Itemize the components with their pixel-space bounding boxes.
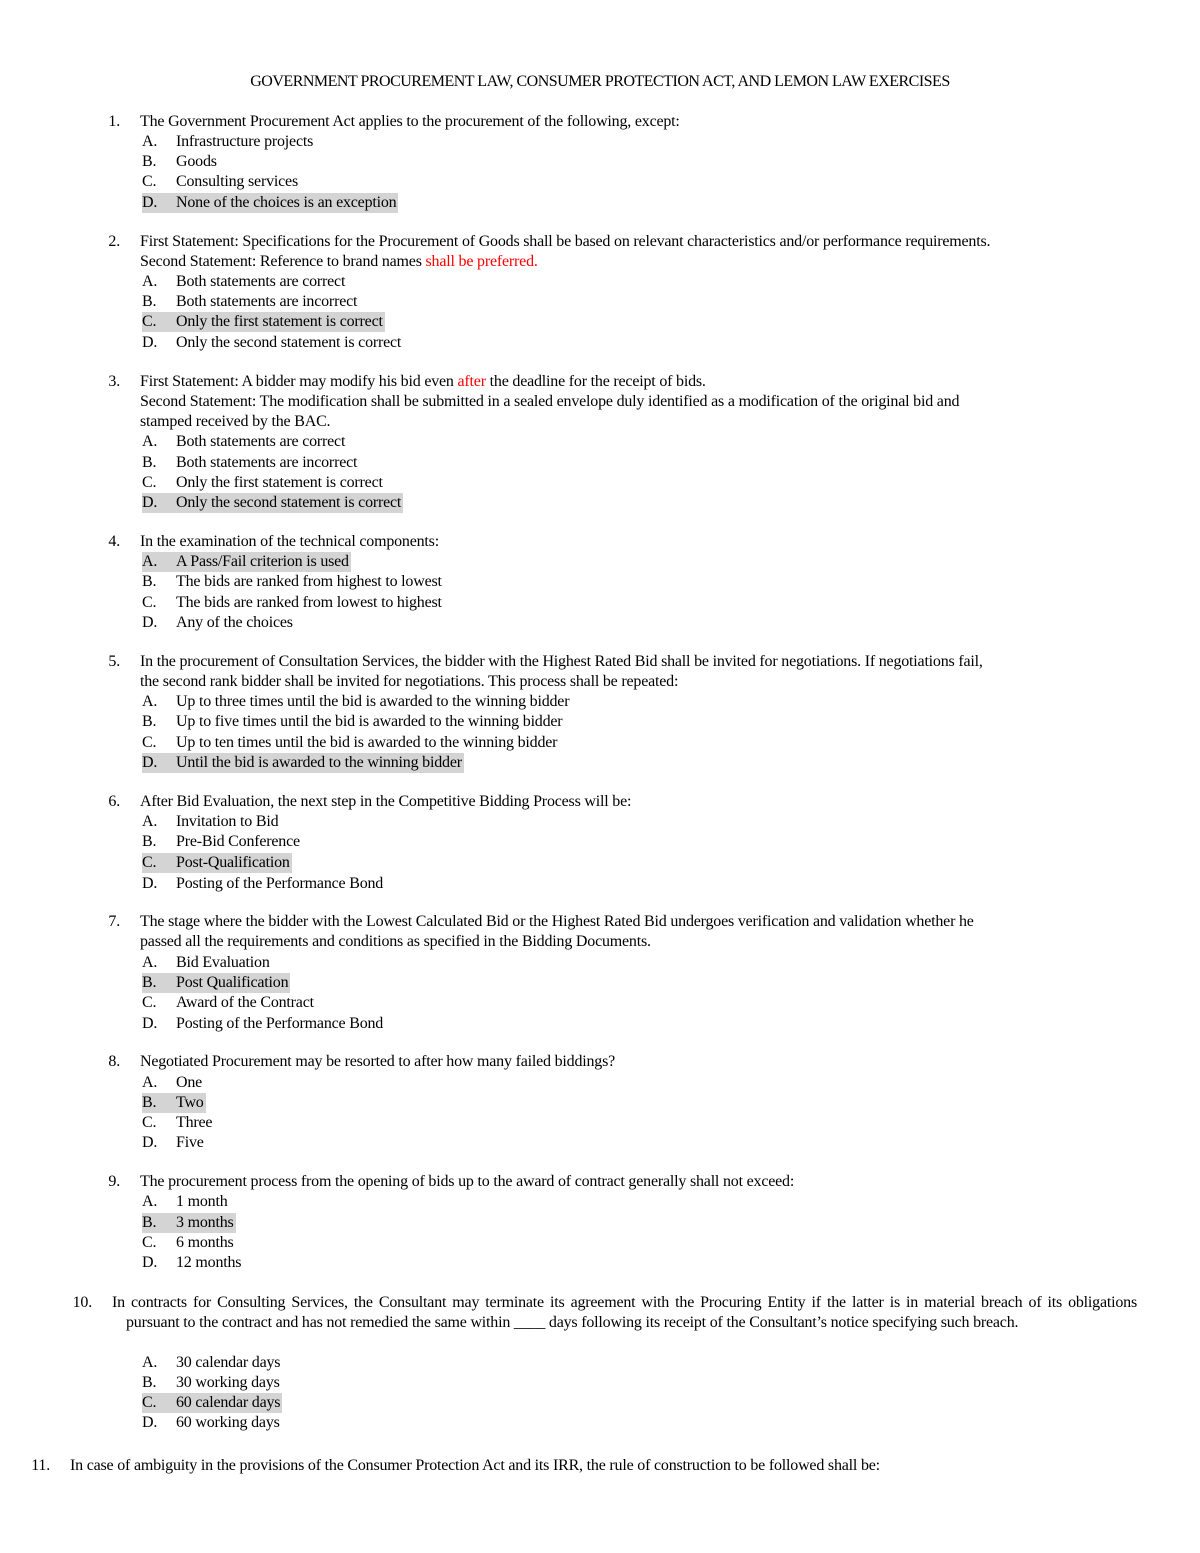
option-text: Up to three times until the bid is awarded to the winning bidder xyxy=(176,693,570,710)
question-number: 10. xyxy=(72,1294,92,1311)
option-c[interactable] xyxy=(142,473,385,493)
question-line: After Bid Evaluation, the next step in the Competitive Bidding Process will be: xyxy=(140,793,632,810)
option-text: Up to ten times until the bid is awarded to the winning bidder xyxy=(176,734,558,751)
option-text: 30 calendar days xyxy=(176,1354,281,1371)
option-text: Only the second statement is correct xyxy=(176,334,402,351)
option-d-highlighted[interactable] xyxy=(142,493,403,513)
option-text: Both statements are incorrect xyxy=(176,293,358,310)
option-text: 1 month xyxy=(176,1193,228,1210)
option-text: 3 months xyxy=(176,1214,234,1231)
option-letter: A. xyxy=(142,433,158,450)
option-d[interactable] xyxy=(142,1133,206,1153)
option-text: None of the choices is an exception xyxy=(176,194,397,211)
question-number: 11. xyxy=(31,1457,50,1474)
option-letter: C. xyxy=(142,313,157,330)
question-line-text: the deadline for the receipt of bids. xyxy=(485,373,706,390)
option-letter: B. xyxy=(142,153,157,170)
option-a[interactable] xyxy=(142,1073,204,1093)
question-line xyxy=(140,372,959,392)
option-letter: A. xyxy=(142,553,158,570)
option-text: A Pass/Fail criterion is used xyxy=(176,553,349,570)
question-text xyxy=(140,1052,615,1072)
option-letter: B. xyxy=(142,713,157,730)
option-letter: A. xyxy=(142,133,158,150)
question-number: 3. xyxy=(108,373,120,390)
option-c[interactable] xyxy=(142,172,300,192)
question-text xyxy=(140,792,631,812)
option-b[interactable] xyxy=(142,572,444,592)
question-line: passed all the requirements and conditions as specified in the Bidding Documents. xyxy=(140,933,651,951)
question-paragraph: In contracts for Consulting Services, the Consultant may terminate its agreement with the Procuring Entity if the latter is in material breach of its obligations pursuant to the contract and has not remedied the same within ____ days following its receipt of the Consultant’s notice specifying such breach. xyxy=(112,1294,1137,1332)
option-letter: D. xyxy=(142,334,158,351)
emphasis-red-text: shall be preferred. xyxy=(425,253,538,271)
option-text: Five xyxy=(176,1134,204,1151)
option-text: The bids are ranked from lowest to highest xyxy=(176,594,442,611)
option-text: Until the bid is awarded to the winning bidder xyxy=(176,754,462,771)
option-c[interactable] xyxy=(142,1113,214,1133)
question-line: In case of ambiguity in the provisions of the Consumer Protection Act and its IRR, the rule of construction to be followed shall be: xyxy=(70,1457,880,1474)
option-letter: B. xyxy=(142,1374,157,1391)
option-text: Posting of the Performance Bond xyxy=(176,875,384,892)
option-a[interactable] xyxy=(142,1353,282,1373)
option-d-highlighted[interactable] xyxy=(142,753,464,773)
option-letter: A. xyxy=(142,693,158,710)
question-number: 9. xyxy=(108,1173,120,1190)
option-letter: C. xyxy=(142,1394,157,1411)
question-number: 5. xyxy=(108,653,120,670)
option-letter: C. xyxy=(142,594,157,611)
option-b[interactable] xyxy=(142,152,219,172)
question-text xyxy=(140,112,680,132)
option-letter: C. xyxy=(142,1114,157,1131)
option-letter: C. xyxy=(142,734,157,751)
option-text: Infrastructure projects xyxy=(176,133,314,150)
option-letter: D. xyxy=(142,494,158,511)
question-line: The stage where the bidder with the Lowest Calculated Bid or the Highest Rated Bid undergoes verification and validation whether he xyxy=(140,913,974,930)
option-letter: C. xyxy=(142,173,157,190)
option-text: 6 months xyxy=(176,1234,234,1251)
question-text xyxy=(70,1456,880,1476)
option-text: Invitation to Bid xyxy=(176,813,279,830)
option-d[interactable] xyxy=(142,874,385,894)
question-text xyxy=(140,532,439,552)
question-number: 1. xyxy=(108,113,120,130)
option-c[interactable] xyxy=(142,1233,236,1253)
option-text: Both statements are incorrect xyxy=(176,454,358,471)
option-a[interactable] xyxy=(142,812,280,832)
option-letter: B. xyxy=(142,293,157,310)
option-c-highlighted[interactable] xyxy=(142,312,385,332)
option-a[interactable] xyxy=(142,132,315,152)
option-text: Posting of the Performance Bond xyxy=(176,1015,384,1032)
option-text: Award of the Contract xyxy=(176,994,314,1011)
option-text: Post Qualification xyxy=(176,974,289,991)
option-b[interactable] xyxy=(142,712,564,732)
option-d-highlighted[interactable] xyxy=(142,193,398,213)
option-text: Only the first statement is correct xyxy=(176,474,383,491)
option-text: Goods xyxy=(176,153,217,170)
option-b[interactable] xyxy=(142,453,359,473)
option-a[interactable] xyxy=(142,272,347,292)
option-letter: A. xyxy=(142,1193,158,1210)
option-b-highlighted[interactable] xyxy=(142,1093,206,1113)
option-letter: B. xyxy=(142,974,157,991)
option-letter: B. xyxy=(142,454,157,471)
option-letter: D. xyxy=(142,1015,158,1032)
option-b-highlighted[interactable] xyxy=(142,973,290,993)
question-line: In the procurement of Consultation Services, the bidder with the Highest Rated Bid shall be invited for negotiations. If negotiations fail, xyxy=(140,653,983,670)
option-d[interactable] xyxy=(142,613,295,633)
option-c-highlighted[interactable] xyxy=(142,853,292,873)
option-letter: B. xyxy=(142,1094,157,1111)
option-text: Consulting services xyxy=(176,173,298,190)
option-text: Both statements are correct xyxy=(176,273,346,290)
option-letter: B. xyxy=(142,1214,157,1231)
option-a-highlighted[interactable] xyxy=(142,552,351,572)
question-line: First Statement: Specifications for the Procurement of Goods shall be based on relevant characteristics and/or performance requirements. xyxy=(140,233,991,250)
option-text: Post-Qualification xyxy=(176,854,290,871)
option-text: 30 working days xyxy=(176,1374,280,1391)
option-letter: A. xyxy=(142,1074,158,1091)
document-title: GOVERNMENT PROCUREMENT LAW, CONSUMER PROTECTION ACT, AND LEMON LAW EXERCISES xyxy=(250,73,950,90)
option-d[interactable] xyxy=(142,333,403,353)
option-c[interactable] xyxy=(142,993,316,1013)
question-line-text: First Statement: A bidder may modify his bid even xyxy=(140,373,458,390)
question-text xyxy=(140,912,974,952)
option-text: Only the first statement is correct xyxy=(176,313,383,330)
question-line: Negotiated Procurement may be resorted to after how many failed biddings? xyxy=(140,1053,616,1070)
question-text xyxy=(140,232,990,272)
option-letter: D. xyxy=(142,614,158,631)
option-d[interactable] xyxy=(142,1014,385,1034)
option-letter: D. xyxy=(142,194,158,211)
option-b-highlighted[interactable] xyxy=(142,1213,236,1233)
question-number: 6. xyxy=(108,793,120,810)
option-letter: A. xyxy=(142,813,158,830)
question-line: the second rank bidder shall be invited for negotiations. This process shall be repeated: xyxy=(140,673,679,691)
question-text xyxy=(140,372,959,433)
question-line: Second Statement: The modification shall be submitted in a sealed envelope duly identified as a modification of the original bid and xyxy=(140,393,960,411)
option-letter: C. xyxy=(142,994,157,1011)
question-line: The procurement process from the opening of bids up to the award of contract generally shall not exceed: xyxy=(140,1173,795,1190)
question-line-text: Second Statement: Reference to brand names xyxy=(140,253,426,271)
question-text xyxy=(140,1172,794,1192)
option-text: Bid Evaluation xyxy=(176,954,270,971)
option-text: The bids are ranked from highest to lowest xyxy=(176,573,442,590)
option-letter: D. xyxy=(142,875,158,892)
option-a[interactable] xyxy=(142,1192,230,1212)
option-letter: D. xyxy=(142,754,158,771)
option-text: Two xyxy=(176,1094,204,1111)
option-letter: C. xyxy=(142,474,157,491)
option-text: 60 working days xyxy=(176,1414,280,1431)
option-a[interactable] xyxy=(142,692,571,712)
option-c-highlighted[interactable] xyxy=(142,1393,282,1413)
question-number: 8. xyxy=(108,1053,120,1070)
option-c[interactable] xyxy=(142,593,444,613)
option-a[interactable] xyxy=(142,432,347,452)
question-number: 7. xyxy=(108,913,120,930)
option-letter: C. xyxy=(142,854,157,871)
option-b[interactable] xyxy=(142,832,302,852)
option-text: Pre-Bid Conference xyxy=(176,833,300,850)
option-text: Any of the choices xyxy=(176,614,293,631)
question-text xyxy=(140,652,983,692)
option-text: 12 months xyxy=(176,1254,242,1271)
emphasis-red-text: after xyxy=(457,373,486,390)
option-letter: B. xyxy=(142,833,157,850)
option-letter: A. xyxy=(142,273,158,290)
option-d[interactable] xyxy=(142,1413,282,1433)
option-b[interactable] xyxy=(142,1373,282,1393)
question-text xyxy=(112,1293,1137,1333)
question-line: The Government Procurement Act applies to the procurement of the following, except: xyxy=(140,113,680,130)
option-text: Both statements are correct xyxy=(176,433,346,450)
question-number: 2. xyxy=(108,233,120,250)
option-letter: C. xyxy=(142,1234,157,1251)
option-letter: D. xyxy=(142,1254,158,1271)
option-text: 60 calendar days xyxy=(176,1394,281,1411)
option-b[interactable] xyxy=(142,292,359,312)
option-letter: B. xyxy=(142,573,157,590)
question-number: 4. xyxy=(108,533,120,550)
option-letter: A. xyxy=(142,954,158,971)
option-letter: A. xyxy=(142,1354,158,1371)
option-text: One xyxy=(176,1074,203,1091)
option-c[interactable] xyxy=(142,733,559,753)
option-letter: D. xyxy=(142,1414,158,1431)
option-text: Up to five times until the bid is awarded to the winning bidder xyxy=(176,713,563,730)
option-a[interactable] xyxy=(142,953,272,973)
option-text: Only the second statement is correct xyxy=(176,494,402,511)
question-line: In the examination of the technical components: xyxy=(140,533,439,550)
option-letter: D. xyxy=(142,1134,158,1151)
question-line xyxy=(140,252,990,272)
question-line: stamped received by the BAC. xyxy=(140,413,331,431)
option-d[interactable] xyxy=(142,1253,243,1273)
option-text: Three xyxy=(176,1114,213,1131)
